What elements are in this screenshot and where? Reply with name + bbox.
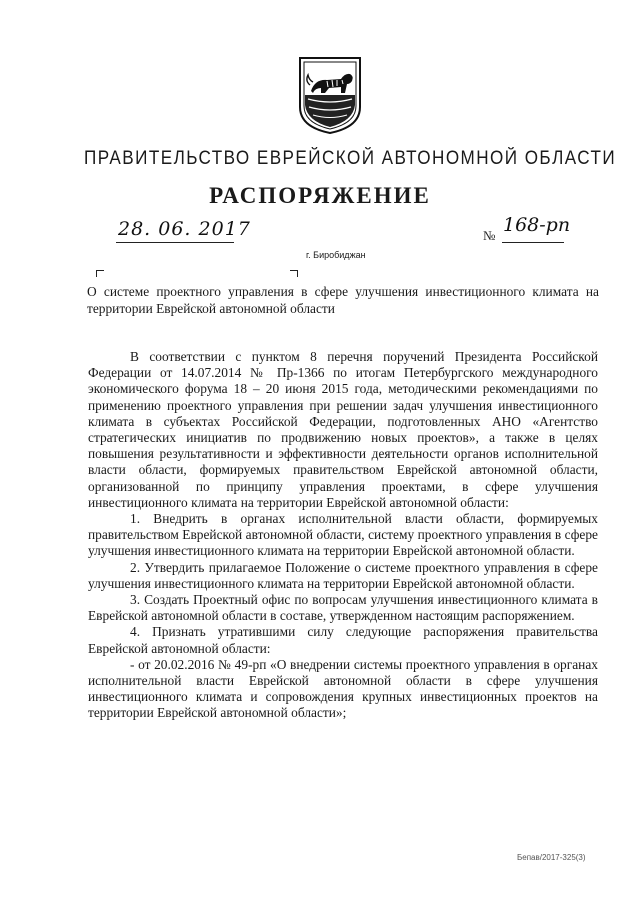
item-2-paragraph: 2. Утвердить прилагаемое Положение о системе проектного управления в сфере улучшения инвестиционного климата на территории Еврейской автономной области. — [88, 559, 598, 591]
document-number: 168-рп — [503, 214, 571, 236]
document-subject: О системе проектного управления в сфере улучшения инвестиционного климата на территории Еврейской автономной области — [87, 284, 599, 316]
document-body — [88, 349, 598, 722]
document-type-heading: РАСПОРЯЖЕНИЕ — [209, 183, 431, 208]
intro-paragraph: В соответствии с пунктом 8 перечня поручений Президента Российской Федерации от 14.07.2014 № Пр-1366 по итогам Петербургского международного экономического форума 18 – 20 июня 2015 года, методическими рекомендациями по применению проектного управления при решении задач улучшения инвестиционного климата в субъектах Российской Федерации, подготовленных АНО «Агентство стратегических инициатив по продвижению новых проектов», а также в целях повышения результативности и эффективности деятельности органов исполнительной власти области, формируемых правительством Еврейской автономной области, организованной по принципу управления проектами, в сфере улучшения инвестиционного климата на территории Еврейской автономной области: — [88, 349, 598, 510]
item-4a-paragraph: - от 20.02.2016 № 49-рп «О внедрении системы проектного управления в органах исполнительной власти Еврейской автономной области в сфере улучшения инвестиционного климата и сопровождения крупных инвестиционных проектов на территории Еврейской автономной области»; — [88, 656, 598, 721]
item-3-paragraph: 3. Создать Проектный офис по вопросам улучшения инвестиционного климата в Еврейской автономной области в составе, утвержденном настоящим распоряжением. — [88, 592, 598, 624]
subject-bracket-left — [96, 270, 104, 277]
document-date: 28. 06. 2017 — [118, 218, 251, 240]
item-4-paragraph: 4. Признать утратившими силу следующие распоряжения правительства Еврейской автономной области: — [88, 624, 598, 656]
coat-of-arms-tiger-icon — [297, 55, 363, 135]
footer-document-code: Бепав/2017-325(3) — [517, 853, 586, 862]
subject-bracket-right — [290, 270, 298, 277]
city-line: г. Биробиджан — [306, 250, 366, 260]
government-title: ПРАВИТЕЛЬСТВО ЕВРЕЙСКОЙ АВТОНОМНОЙ ОБЛАСТИ — [84, 148, 617, 169]
number-label: № — [483, 228, 496, 243]
item-1-paragraph: 1. Внедрить в органах исполнительной власти области, формируемых правительством Еврейской автономной области, систему проектного управления в сфере улучшения инвестиционного климата на территории Еврейской автономной области. — [88, 511, 598, 559]
